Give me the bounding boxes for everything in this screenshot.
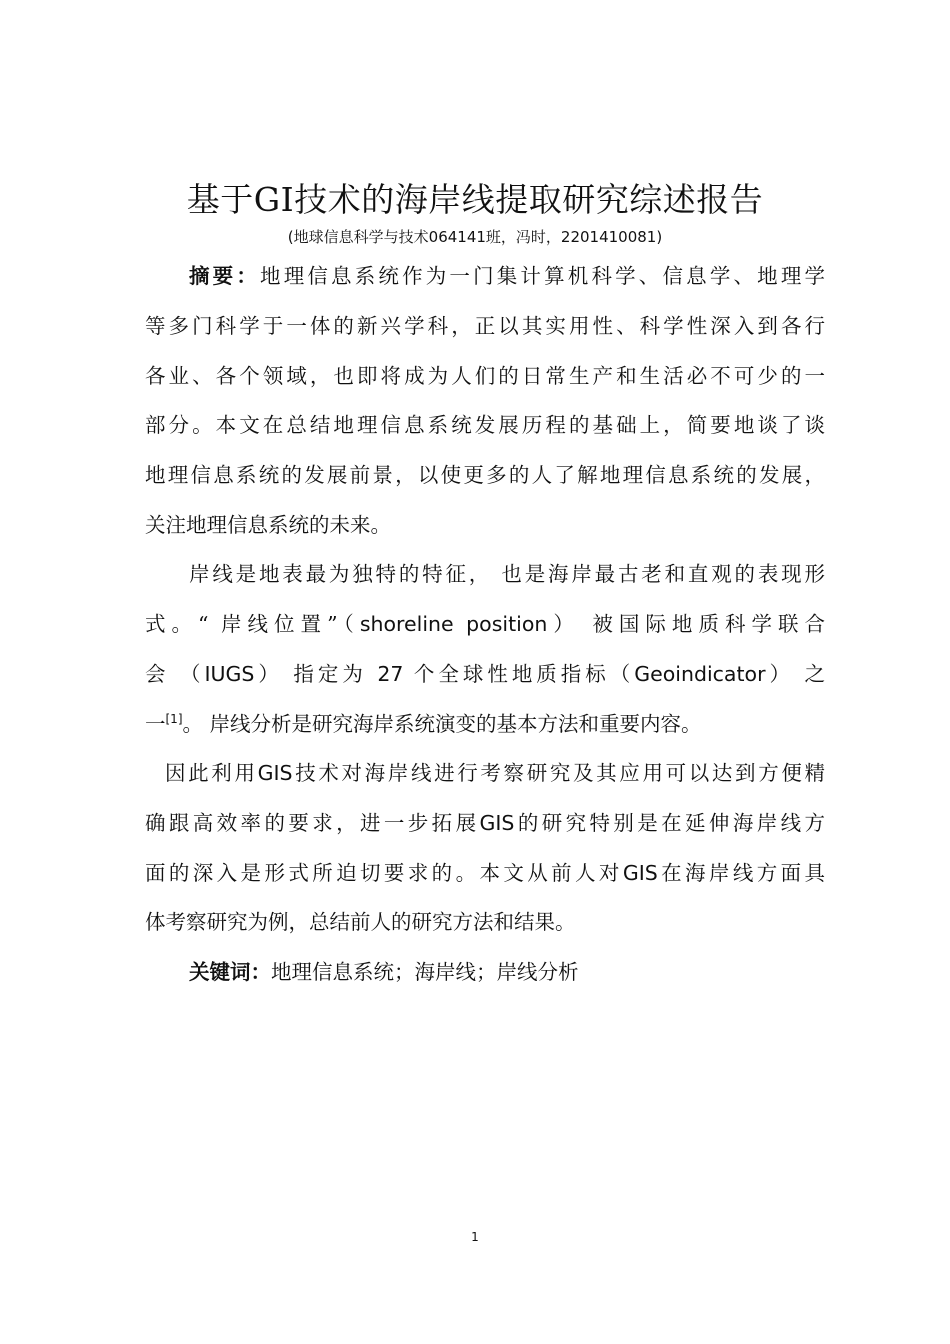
keywords-label: 关键词： [189,960,271,984]
gis-term: GIS [622,861,658,885]
para3-text: 面的深入是形式所迫切要求的。本文从前人对 [145,861,623,885]
para2-line-3 [145,659,825,689]
citation-ref: [1] [165,712,183,727]
abstract-line-5: 地理信息系统的发展前景，以使更多的人了解地理信息系统的发展， [145,463,825,487]
number: 27 [377,662,404,686]
abstract-line-4: 部分。本文在总结地理信息系统发展历程的基础上，简要地谈了谈 [145,413,825,437]
para2-text: 式。“ 岸线位置”（ [145,612,360,636]
english-term: IUGS [204,662,255,686]
para2-line-4 [145,709,825,739]
para2-text: 一 [145,712,166,736]
english-term: shoreline position [359,612,548,636]
abstract-line-3: 各业、各个领域，也即将成为人们的日常生产和生活必不可少的一 [145,364,825,388]
para3-text: 确跟高效率的要求，进一步拓展 [145,811,480,835]
english-term: Geoindicator [634,662,766,686]
para2-line-1: 岸线是地表最为独特的特征， 也是海岸最古老和直观的表现形 [189,562,825,586]
para2-text: 。 岸线分析是研究海岸系统演变的基本方法和重要内容。 [182,712,702,736]
keywords-line [145,957,825,987]
document-title: 基于GI技术的海岸线提取研究综述报告 [186,180,764,219]
abstract-label: 摘要： [189,264,261,288]
page-number: 1 [471,1230,479,1244]
para3-text: 的研究特别是在延伸海岸线方 [514,811,825,835]
abstract-line-1 [145,261,825,291]
gis-term: GIS [479,811,515,835]
para2-text: ） 之 [765,662,825,686]
author-line: (地球信息科学与技术064141班，冯时，2201410081) [287,228,663,246]
para3-text: 因此利用 [165,761,258,785]
abstract-line-6: 关注地理信息系统的未来。 [145,513,391,537]
para2-text: 个全球性地质指标（ [403,662,635,686]
para2-text: 会 （ [145,662,205,686]
para3-line-4: 体考察研究为例，总结前人的研究方法和结果。 [145,910,576,934]
keywords-text: 地理信息系统；海岸线；岸线分析 [271,960,579,984]
para3-text: 在海岸线方面具 [657,861,825,885]
para3-line-1 [145,758,825,788]
abstract-line-2: 等多门科学于一体的新兴学科，正以其实用性、科学性深入到各行 [145,314,825,338]
para3-text: 技术对海岸线进行考察研究及其应用可以达到方便精 [292,761,826,785]
para3-line-2 [145,808,825,838]
para3-line-3 [145,858,825,888]
para2-text: ） 被国际地质科学联合 [547,612,825,636]
para2-line-2 [145,609,825,639]
para2-text: ） 指定为 [254,662,378,686]
gis-term: GIS [257,761,293,785]
abstract-text: 地理信息系统作为一门集计算机科学、信息学、地理学 [260,264,826,288]
